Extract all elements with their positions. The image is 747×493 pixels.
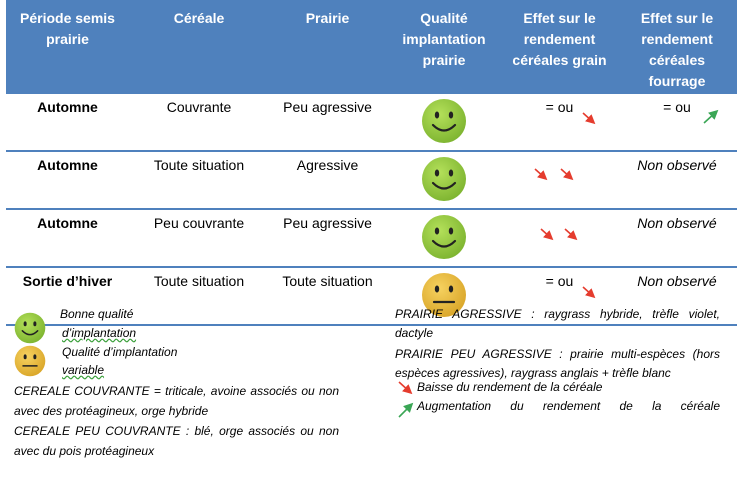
cell-effet-grain <box>502 209 617 267</box>
arrow-up-right-green-icon <box>702 109 720 125</box>
arrow-down-right-red-icon <box>539 227 555 241</box>
cell-periode: Automne <box>6 151 129 209</box>
cell-cereale: Couvrante <box>129 93 269 151</box>
arrow-down-right-red-icon <box>581 111 597 125</box>
cell-qualite <box>386 151 502 209</box>
table-row <box>6 151 737 209</box>
legend-peu-couvrante-1: CEREALE PEU COUVRANTE : blé, orge associés ou non <box>14 424 339 438</box>
legend-smiley-happy-green-icon <box>14 312 46 344</box>
legend-agressive-2: dactyle <box>395 326 434 340</box>
legend-baisse: Baisse du rendement de la céréale <box>417 380 603 394</box>
table-row <box>6 93 737 151</box>
cell-qualite <box>386 209 502 267</box>
legend-peu-couvrante-2: avec du pois protéagineux <box>14 444 155 458</box>
legend-smiley-neutral-yellow-icon <box>14 345 46 377</box>
cell-cereale: Peu couvrante <box>129 209 269 267</box>
legend-agressive-1: PRAIRIE AGRESSIVE : raygrass hybride, trèfle violet, <box>395 307 720 321</box>
header-prairie: Prairie <box>269 0 386 93</box>
header-effet-fourrage: Effet sur le rendement céréales fourrage <box>617 0 737 93</box>
cell-effet-fourrage: Non observé <box>617 267 737 325</box>
cell-effet-fourrage: Non observé <box>617 151 737 209</box>
smiley-happy-green-icon <box>421 156 467 202</box>
effect-text: = ou <box>663 99 691 115</box>
cell-prairie: Agressive <box>269 151 386 209</box>
cell-periode: Automne <box>6 209 129 267</box>
header-periode: Période semis prairie <box>6 0 129 93</box>
legend-arrow-up-right-green-icon <box>397 401 415 419</box>
legend-good-label-1: Bonne qualité <box>60 307 134 321</box>
cell-qualite <box>386 93 502 151</box>
arrow-down-right-red-icon <box>559 167 575 181</box>
cell-cereale: Toute situation <box>129 151 269 209</box>
smiley-happy-green-icon <box>421 214 467 260</box>
cell-prairie: Toute situation <box>269 267 386 325</box>
table-header-row <box>6 0 737 93</box>
arrow-down-right-red-icon <box>581 285 597 299</box>
arrow-down-right-red-icon <box>533 167 549 181</box>
legend-arrow-down-right-red-icon <box>397 380 415 396</box>
header-effet-grain: Effet sur le rendement céréales grain <box>502 0 617 93</box>
cell-effet-fourrage <box>617 93 737 151</box>
legend-variable-label-1: Qualité d’implantation <box>62 345 178 359</box>
header-qualite: Qualité implantation prairie <box>386 0 502 93</box>
cell-effet-fourrage: Non observé <box>617 209 737 267</box>
cell-prairie: Peu agressive <box>269 93 386 151</box>
legend-peu-agressive-1: PRAIRIE PEU AGRESSIVE : prairie multi-espèces (hors <box>395 347 720 361</box>
legend-couvrante-1: CEREALE COUVRANTE = triticale, avoine associés ou non <box>14 384 339 398</box>
legend-augmentation: Augmentation du rendement de la céréale <box>417 399 720 413</box>
smiley-happy-green-icon <box>421 98 467 144</box>
legend-good-label-2: d’implantation <box>62 326 137 340</box>
cell-cereale: Toute situation <box>129 267 269 325</box>
comparison-table <box>6 0 737 326</box>
cell-periode: Automne <box>6 93 129 151</box>
legend-couvrante-2: avec des protéagineux, orge hybride <box>14 404 209 418</box>
cell-periode: Sortie d’hiver <box>6 267 129 325</box>
cell-effet-grain <box>502 151 617 209</box>
arrow-down-right-red-icon <box>563 227 579 241</box>
effect-text: = ou <box>545 99 574 115</box>
legend-peu-agressive-2: espèces agressives), raygrass anglais + trèfle blanc <box>395 366 671 380</box>
cell-effet-grain <box>502 93 617 151</box>
effect-text: = ou <box>545 273 574 289</box>
table-row <box>6 209 737 267</box>
header-cereale: Céréale <box>129 0 269 93</box>
legend-variable-label-2: variable <box>62 363 105 377</box>
cell-prairie: Peu agressive <box>269 209 386 267</box>
